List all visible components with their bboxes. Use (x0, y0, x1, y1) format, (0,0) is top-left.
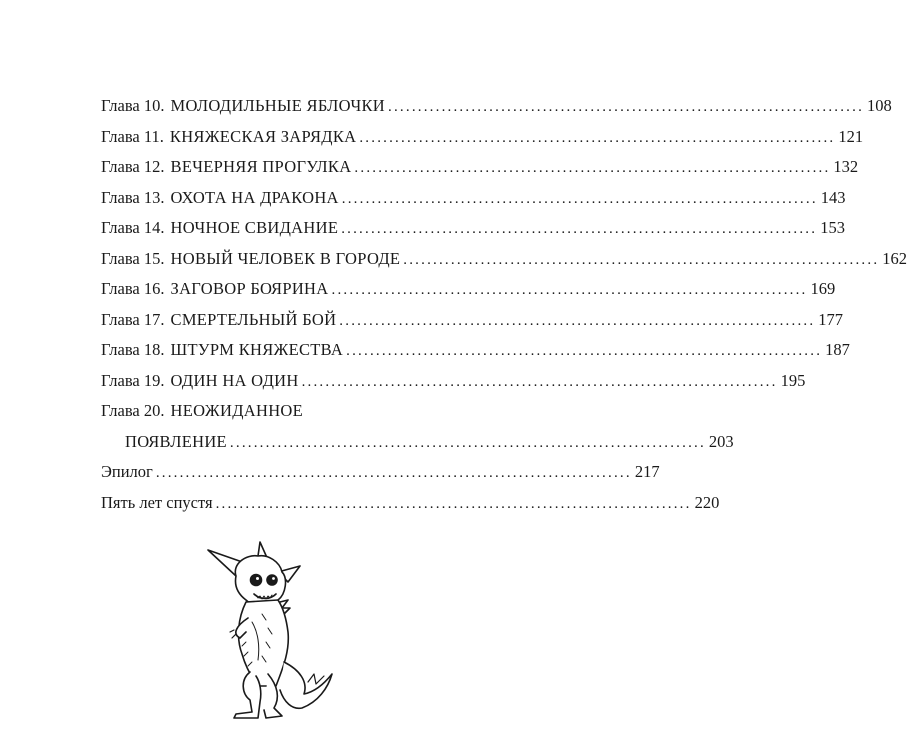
dragon-icon (196, 542, 366, 720)
dot-leader: ................................................................................ (346, 343, 823, 359)
page-number: 177 (818, 309, 844, 329)
toc-entry-ch15[interactable] (101, 248, 907, 282)
page-number: 203 (708, 431, 734, 451)
table-of-contents (101, 96, 907, 525)
section-label: Эпилог (101, 462, 153, 481)
page-number: 217 (634, 462, 660, 481)
toc-entry-ch16[interactable] (101, 279, 836, 312)
toc-entry-epilogue[interactable] (101, 462, 660, 495)
toc-entry-ch12[interactable] (101, 157, 859, 190)
chapter-label: Глава 11. (101, 126, 164, 146)
toc-entry-ch17[interactable] (101, 309, 844, 343)
toc-entry-ch13[interactable] (101, 187, 846, 221)
dot-leader: ................................................................................ (331, 282, 808, 298)
section-label: Пять лет спустя (101, 492, 213, 512)
page-number: 108 (867, 96, 892, 115)
chapter-label: Глава 17. (101, 309, 165, 329)
page-number: 169 (810, 279, 836, 298)
toc-entry-ch18[interactable] (101, 340, 850, 373)
toc-entry-ch10[interactable] (101, 96, 892, 129)
chapter-label: Глава 15. (101, 248, 165, 268)
chapter-title: НЕОЖИДАННОЕ (170, 401, 304, 420)
dot-leader: ................................................................................ (354, 160, 831, 176)
chapter-title: КНЯЖЕСКАЯ ЗАРЯДКА (169, 126, 357, 146)
page-number: 162 (882, 248, 907, 268)
toc-entry-five-years-later[interactable] (101, 492, 720, 526)
chapter-label: Глава 20. (101, 401, 165, 420)
dot-leader: ................................................................................ (359, 129, 836, 146)
toc-entry-ch19[interactable] (101, 370, 806, 404)
chapter-label: Глава 10. (101, 96, 165, 115)
dot-leader: ................................................................................ (341, 190, 818, 207)
chapter-title: ОДИН НА ОДИН (170, 370, 299, 390)
chapter-title: СМЕРТЕЛЬНЫЙ БОЙ (170, 309, 337, 329)
page-number: 121 (838, 126, 864, 146)
chapter-label: Глава 12. (101, 157, 165, 176)
page-number: 220 (694, 492, 720, 512)
dot-leader: ................................................................................ (388, 99, 865, 115)
page-number: 143 (820, 187, 846, 207)
dot-leader: ................................................................................ (215, 495, 692, 512)
chapter-title-continued: ПОЯВЛЕНИЕ (125, 431, 227, 451)
chapter-title: НОВЫЙ ЧЕЛОВЕК В ГОРОДЕ (170, 248, 401, 268)
chapter-label: Глава 14. (101, 218, 165, 237)
dot-leader: ................................................................................ (155, 465, 632, 481)
toc-entry-ch20[interactable] (101, 403, 463, 434)
toc-entry-ch14[interactable] (101, 218, 845, 251)
toc-entry-ch11[interactable] (101, 126, 864, 160)
chapter-title: ВЕЧЕРНЯЯ ПРОГУЛКА (170, 157, 352, 176)
chapter-title: ЗАГОВОР БОЯРИНА (170, 279, 329, 298)
chapter-label: Глава 19. (101, 370, 165, 390)
page-number: 187 (825, 340, 850, 359)
toc-entry-ch20-continued[interactable] (101, 431, 734, 465)
chapter-label: Глава 13. (101, 187, 165, 207)
chapter-title: НОЧНОЕ СВИДАНИЕ (170, 218, 339, 237)
chapter-title: МОЛОДИЛЬНЫЕ ЯБЛОЧКИ (170, 96, 386, 115)
page-number: 195 (780, 370, 806, 390)
dot-leader: ................................................................................ (229, 434, 706, 451)
chapter-label: Глава 16. (101, 279, 165, 298)
page-number: 132 (833, 157, 859, 176)
dot-leader: ................................................................................ (339, 312, 816, 329)
chapter-label: Глава 18. (101, 340, 165, 359)
dot-leader: ................................................................................ (403, 251, 880, 268)
dot-leader: ................................................................................ (301, 373, 778, 390)
chapter-title: ОХОТА НА ДРАКОНА (170, 187, 339, 207)
page-number: 153 (820, 218, 845, 237)
chapter-title: ШТУРМ КНЯЖЕСТВА (170, 340, 344, 359)
dot-leader: ................................................................................ (341, 221, 818, 237)
